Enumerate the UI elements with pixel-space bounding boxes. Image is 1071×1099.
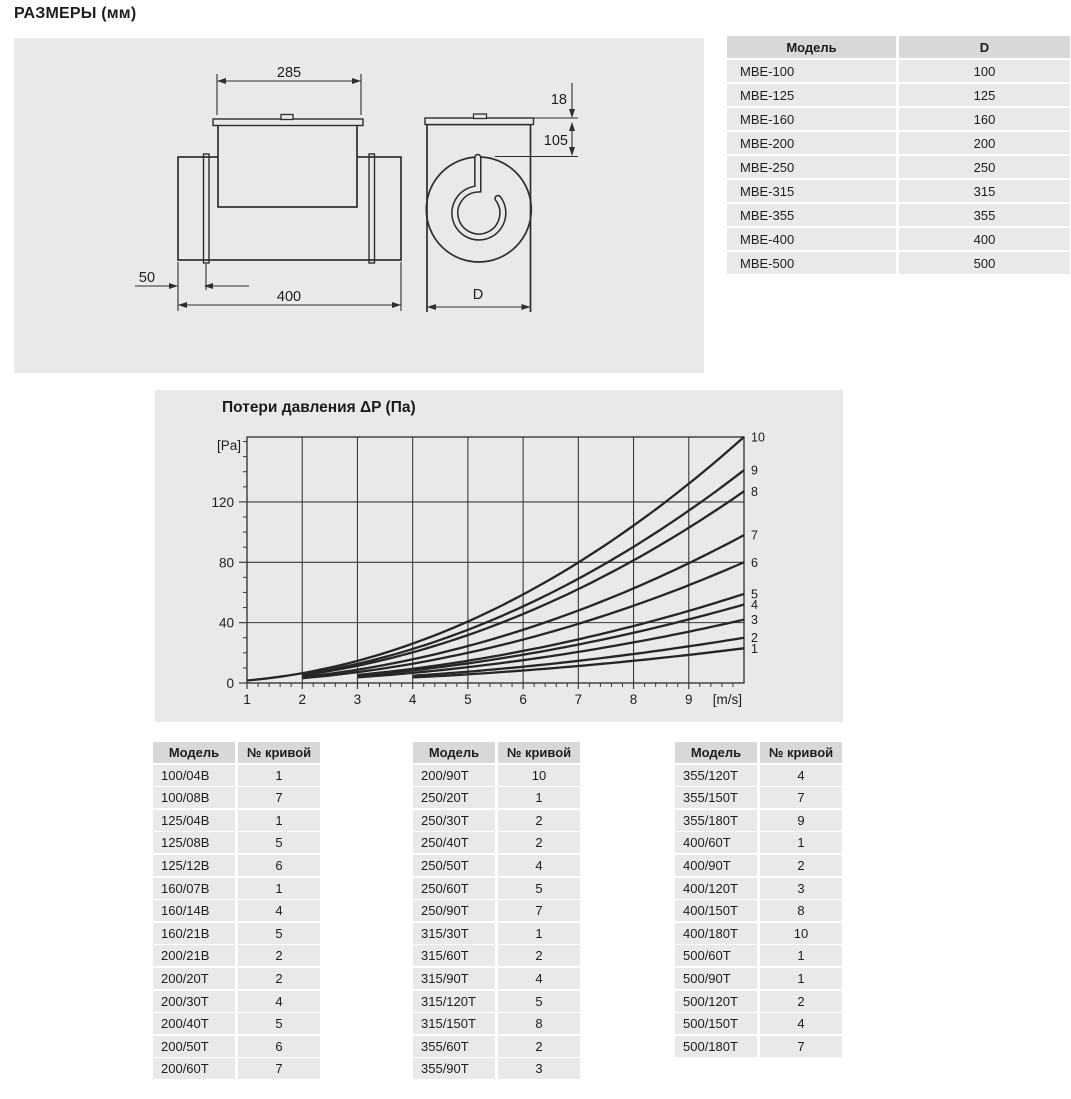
curve-label-7: 7 — [751, 528, 758, 543]
model-cell: 400/150T — [675, 900, 757, 921]
value-cell: 6 — [238, 1036, 320, 1057]
table-row — [675, 991, 842, 1012]
model-cell: 315/60T — [413, 945, 495, 966]
value-cell: 7 — [238, 1058, 320, 1079]
model-cell: 355/90T — [413, 1058, 495, 1079]
curve-label-4: 4 — [751, 598, 758, 613]
value-cell: 7 — [498, 900, 580, 921]
page-title: РАЗМЕРЫ (мм) — [14, 5, 137, 22]
column-header-value: № кривой — [238, 742, 320, 763]
value-cell: 2 — [498, 1036, 580, 1057]
value-cell: 2 — [238, 945, 320, 966]
dimensions-drawing-panel — [14, 38, 704, 373]
model-cell: 200/60T — [153, 1058, 235, 1079]
pressure-chart-panel — [155, 390, 843, 722]
value-cell: 3 — [498, 1058, 580, 1079]
model-cell: 160/14B — [153, 900, 235, 921]
table-row — [153, 968, 320, 989]
column-header-model: Модель — [675, 742, 757, 763]
model-cell: 355/150T — [675, 787, 757, 808]
value-cell: 1 — [238, 765, 320, 786]
value-cell: 1 — [498, 787, 580, 808]
model-cell: 500/90T — [675, 968, 757, 989]
model-cell: 400/90T — [675, 855, 757, 876]
table-row — [675, 968, 842, 989]
value-cell: 2 — [498, 810, 580, 831]
value-cell: 1 — [760, 968, 842, 989]
value-cell: 4 — [238, 900, 320, 921]
value-cell: 4 — [760, 1013, 842, 1034]
table-row — [413, 1013, 580, 1034]
table-row — [153, 923, 320, 944]
curve-label-10: 10 — [751, 430, 765, 445]
value-cell: 5 — [238, 1013, 320, 1034]
value-cell: 2 — [238, 968, 320, 989]
table-row — [727, 156, 1070, 178]
table-row — [413, 878, 580, 899]
curve-label-1: 1 — [751, 641, 758, 656]
table-row — [153, 810, 320, 831]
column-header-value: D — [899, 36, 1070, 58]
value-cell: 10 — [498, 765, 580, 786]
value-cell: 5 — [498, 878, 580, 899]
value-cell: 355 — [899, 204, 1070, 226]
model-cell: 200/30T — [153, 991, 235, 1012]
dim-D — [427, 304, 531, 310]
model-cell: MBE-250 — [727, 156, 896, 178]
column-header-value: № кривой — [498, 742, 580, 763]
value-cell: 9 — [760, 810, 842, 831]
model-cell: 200/90T — [413, 765, 495, 786]
table-row — [675, 900, 842, 921]
table-row — [675, 1013, 842, 1034]
curve-table-3 — [675, 742, 842, 1057]
table-header-row — [727, 36, 1070, 58]
model-cell: 315/120T — [413, 991, 495, 1012]
curve-table-2 — [413, 742, 580, 1079]
value-cell: 10 — [760, 923, 842, 944]
curve-label-9: 9 — [751, 463, 758, 478]
x-tick-label-6: 6 — [519, 692, 527, 707]
dim-label-18: 18 — [550, 92, 567, 108]
model-cell: 355/120T — [675, 765, 757, 786]
x-tick-label-8: 8 — [629, 692, 638, 707]
x-tick-label-1: 1 — [243, 692, 251, 707]
table-header-row — [413, 742, 580, 763]
value-cell: 5 — [238, 923, 320, 944]
table-row — [153, 1058, 320, 1079]
model-cell: 160/07B — [153, 878, 235, 899]
table-row — [413, 923, 580, 944]
table-row — [413, 832, 580, 853]
table-row — [727, 204, 1070, 226]
model-cell: 500/150T — [675, 1013, 757, 1034]
table-row — [675, 945, 842, 966]
dim-label-400: 400 — [276, 289, 302, 305]
column-header-value: № кривой — [760, 742, 842, 763]
model-cell: 315/150T — [413, 1013, 495, 1034]
model-cell: 400/120T — [675, 878, 757, 899]
value-cell: 2 — [498, 832, 580, 853]
value-cell: 8 — [498, 1013, 580, 1034]
table-row — [727, 84, 1070, 106]
model-cell: 250/90T — [413, 900, 495, 921]
x-tick-label-7: 7 — [574, 692, 583, 707]
model-cell: 500/60T — [675, 945, 757, 966]
model-cell: 200/40T — [153, 1013, 235, 1034]
value-cell: 200 — [899, 132, 1070, 154]
x-tick-label-5: 5 — [464, 692, 472, 707]
table-row — [413, 945, 580, 966]
model-cell: 355/60T — [413, 1036, 495, 1057]
model-cell: 400/180T — [675, 923, 757, 944]
dim-label-105: 105 — [543, 133, 568, 149]
table-row — [727, 108, 1070, 130]
table-row — [727, 60, 1070, 82]
value-cell: 500 — [899, 252, 1070, 274]
heater-box — [218, 125, 357, 207]
table-row — [413, 855, 580, 876]
y-tick-label-80: 80 — [218, 555, 234, 571]
table-row — [153, 832, 320, 853]
value-cell: 4 — [238, 991, 320, 1012]
column-header-model: Модель — [727, 36, 896, 58]
chart-title: Потери давления ΔP (Па) — [222, 399, 416, 416]
table-row — [675, 787, 842, 808]
curve-10 — [247, 437, 744, 681]
pressure-loss-chart — [155, 390, 843, 722]
table-row — [675, 765, 842, 786]
y-tick-label-40: 40 — [218, 615, 234, 631]
model-cell: 100/08B — [153, 787, 235, 808]
table-header-row — [153, 742, 320, 763]
curve-table-1 — [153, 742, 320, 1079]
table-row — [727, 228, 1070, 250]
model-cell: 315/90T — [413, 968, 495, 989]
table-row — [153, 1013, 320, 1034]
model-cell: MBE-160 — [727, 108, 896, 130]
table-row — [413, 968, 580, 989]
model-cell: 250/60T — [413, 878, 495, 899]
table-row — [413, 991, 580, 1012]
value-cell: 8 — [760, 900, 842, 921]
table-row — [153, 945, 320, 966]
value-cell: 1 — [238, 878, 320, 899]
model-cell: MBE-355 — [727, 204, 896, 226]
table-row — [413, 900, 580, 921]
value-cell: 7 — [760, 787, 842, 808]
value-cell: 7 — [760, 1036, 842, 1057]
model-cell: MBE-315 — [727, 180, 896, 202]
table-row — [413, 810, 580, 831]
value-cell: 4 — [760, 765, 842, 786]
value-cell: 4 — [498, 968, 580, 989]
model-cell: 200/21B — [153, 945, 235, 966]
table-row — [413, 765, 580, 786]
value-cell: 6 — [238, 855, 320, 876]
value-cell: 315 — [899, 180, 1070, 202]
x-tick-label-3: 3 — [353, 692, 362, 707]
value-cell: 2 — [498, 945, 580, 966]
model-cell: 125/12B — [153, 855, 235, 876]
dim-label-50: 50 — [138, 270, 156, 286]
value-cell: 100 — [899, 60, 1070, 82]
table-row — [675, 878, 842, 899]
dim-label-D: D — [472, 287, 484, 303]
y-axis-unit: [Pa] — [216, 438, 241, 453]
column-header-model: Модель — [413, 742, 495, 763]
model-cell: MBE-200 — [727, 132, 896, 154]
model-cell: 250/30T — [413, 810, 495, 831]
model-cell: 500/120T — [675, 991, 757, 1012]
value-cell: 125 — [899, 84, 1070, 106]
table-row — [675, 855, 842, 876]
value-cell: 5 — [238, 832, 320, 853]
table-row — [413, 787, 580, 808]
value-cell: 1 — [498, 923, 580, 944]
table-row — [727, 180, 1070, 202]
x-tick-label-2: 2 — [298, 692, 306, 707]
y-tick-label-0: 0 — [226, 676, 234, 691]
curve-label-3: 3 — [751, 613, 758, 628]
model-cell: MBE-100 — [727, 60, 896, 82]
value-cell: 1 — [760, 945, 842, 966]
table-row — [675, 923, 842, 944]
value-cell: 1 — [760, 832, 842, 853]
duct-side-view — [178, 115, 401, 264]
table-row — [153, 991, 320, 1012]
table-row — [153, 787, 320, 808]
duct-end-view — [425, 114, 534, 312]
table-row — [675, 810, 842, 831]
model-cell: 250/50T — [413, 855, 495, 876]
table-row — [727, 252, 1070, 274]
dimensions-table — [727, 36, 1070, 274]
dim-label-285: 285 — [276, 65, 302, 81]
curve-label-6: 6 — [751, 555, 758, 570]
y-tick-label-120: 120 — [211, 494, 234, 510]
curve-4 — [357, 605, 744, 676]
model-cell: 355/180T — [675, 810, 757, 831]
model-cell: MBE-500 — [727, 252, 896, 274]
column-header-model: Модель — [153, 742, 235, 763]
model-cell: 125/04B — [153, 810, 235, 831]
value-cell: 3 — [760, 878, 842, 899]
table-row — [727, 132, 1070, 154]
model-cell: 250/40T — [413, 832, 495, 853]
value-cell: 2 — [760, 991, 842, 1012]
end-view-handle — [474, 114, 487, 119]
dimensions-drawing — [14, 38, 704, 373]
lid-handle — [281, 115, 293, 120]
model-cell: 250/20T — [413, 787, 495, 808]
model-cell: 500/180T — [675, 1036, 757, 1057]
value-cell: 5 — [498, 991, 580, 1012]
table-row — [153, 765, 320, 786]
curve-label-2: 2 — [751, 631, 758, 646]
value-cell: 7 — [238, 787, 320, 808]
flange-ring-right — [369, 154, 375, 263]
x-tick-label-9: 9 — [685, 692, 693, 707]
table-row — [675, 1036, 842, 1057]
table-row — [413, 1058, 580, 1079]
model-cell: 100/04B — [153, 765, 235, 786]
value-cell: 160 — [899, 108, 1070, 130]
table-row — [153, 900, 320, 921]
x-tick-label-4: 4 — [408, 692, 417, 707]
model-cell: MBE-125 — [727, 84, 896, 106]
model-cell: 125/08B — [153, 832, 235, 853]
table-row — [153, 878, 320, 899]
model-cell: 200/20T — [153, 968, 235, 989]
flange-ring-left — [204, 154, 210, 263]
model-cell: 160/21B — [153, 923, 235, 944]
table-header-row — [675, 742, 842, 763]
model-cell: 400/60T — [675, 832, 757, 853]
value-cell: 4 — [498, 855, 580, 876]
value-cell: 250 — [899, 156, 1070, 178]
curve-label-8: 8 — [751, 484, 758, 499]
model-cell: 315/30T — [413, 923, 495, 944]
value-cell: 2 — [760, 855, 842, 876]
table-row — [413, 1036, 580, 1057]
model-cell: MBE-400 — [727, 228, 896, 250]
table-row — [153, 855, 320, 876]
value-cell: 400 — [899, 228, 1070, 250]
model-cell: 200/50T — [153, 1036, 235, 1057]
curve-label-5: 5 — [751, 587, 758, 602]
x-axis-unit: [m/s] — [712, 692, 743, 707]
table-row — [675, 832, 842, 853]
value-cell: 1 — [238, 810, 320, 831]
table-row — [153, 1036, 320, 1057]
